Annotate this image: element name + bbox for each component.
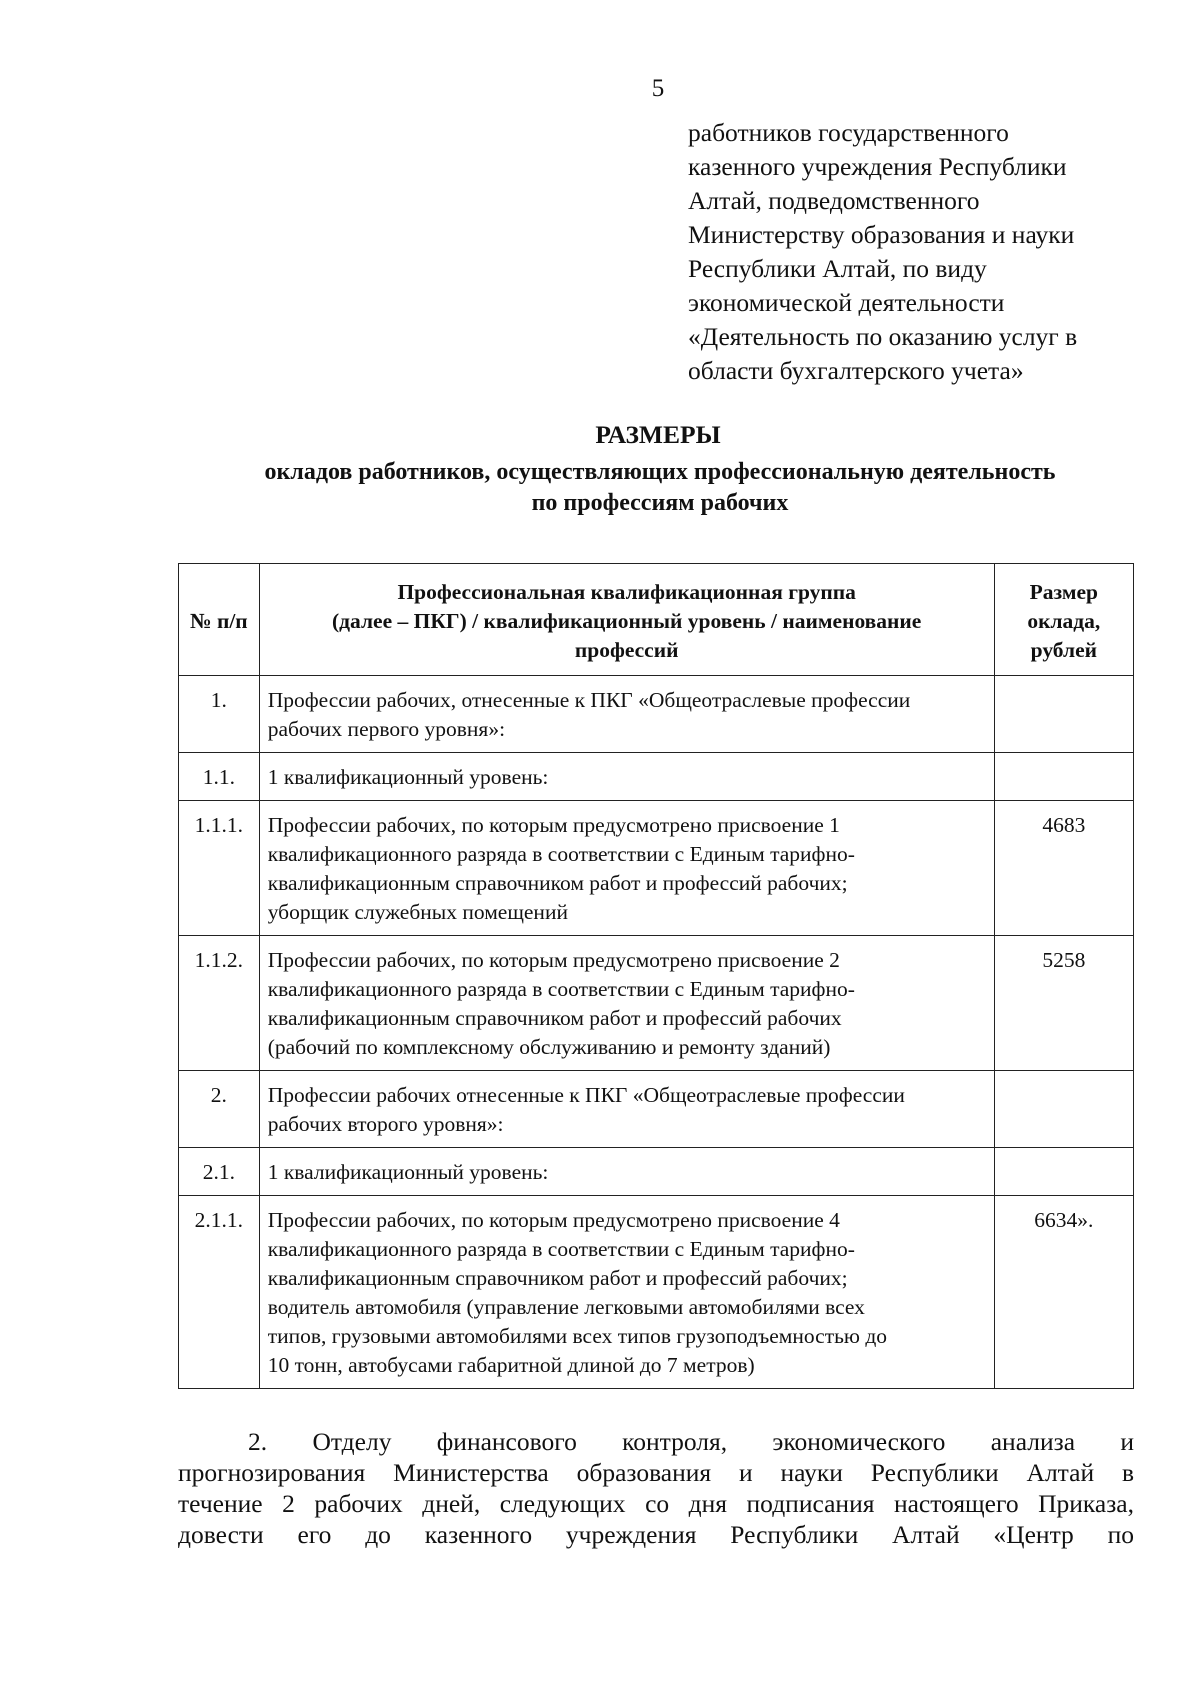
addressee-line: «Деятельность по оказанию услуг в: [688, 322, 1078, 351]
row-num: 2.: [179, 1071, 260, 1148]
table-row: [179, 1148, 1134, 1196]
row-name: 1 квалификационный уровень:: [259, 753, 994, 801]
paragraph-line: течение 2 рабочих дней, следующих со дня подписания настоящего Приказа,: [178, 1489, 1134, 1518]
row-name: Профессии рабочих отнесенные к ПКГ «Общеотраслевые профессии рабочих второго уровня»:: [259, 1071, 994, 1148]
table-row: [179, 801, 1134, 936]
table-row: [179, 676, 1134, 753]
document-title: РАЗМЕРЫ: [595, 420, 721, 449]
addressee-line: области бухгалтерского учета»: [688, 356, 1024, 385]
addressee-block: [688, 116, 1158, 388]
row-name: 1 квалификационный уровень:: [259, 1148, 994, 1196]
row-value: 4683: [994, 801, 1133, 936]
table-row: [179, 753, 1134, 801]
addressee-line: работников государственного: [688, 118, 1009, 147]
document-subtitle: [180, 457, 1140, 519]
body-paragraph: [178, 1426, 1134, 1550]
subtitle-line: окладов работников, осуществляющих профессиональную деятельность: [264, 459, 1056, 485]
table-row: [179, 1071, 1134, 1148]
table-row: [179, 1196, 1134, 1389]
table-header-row: [179, 564, 1134, 676]
row-value: [994, 753, 1133, 801]
row-name: Профессии рабочих, отнесенные к ПКГ «Общеотраслевые профессии рабочих первого уровня»:: [259, 676, 994, 753]
row-value: 6634».: [994, 1196, 1133, 1389]
row-name: Профессии рабочих, по которым предусмотрено присвоение 4 квалификационного разряда в соответствии с Единым тарифно- квалификационным справочником работ и профессий рабочих; водитель автомобиля (управление легковыми автомобилями всех типов, грузовыми автомобилями всех типов грузоподъемностью до 10 тонн, автобусами габаритной длиной до 7 метров): [259, 1196, 994, 1389]
page-number: 5: [651, 75, 665, 102]
row-value: [994, 1148, 1133, 1196]
addressee-line: Республики Алтай, по виду: [688, 254, 987, 283]
row-name: Профессии рабочих, по которым предусмотрено присвоение 1 квалификационного разряда в соответствии с Единым тарифно- квалификационным справочником работ и профессий рабочих; уборщик служебных помещений: [259, 801, 994, 936]
header-num: № п/п: [179, 564, 260, 676]
addressee-line: экономической деятельности: [688, 288, 1005, 317]
header-name: Профессиональная квалификационная группа (далее – ПКГ) / квалификационный уровень / наименование профессий: [259, 564, 994, 676]
addressee-line: Министерству образования и науки: [688, 220, 1075, 249]
table-row: [179, 936, 1134, 1071]
addressee-line: Алтай, подведомственного: [688, 186, 980, 215]
salary-table: [178, 563, 1134, 1389]
header-value: Размер оклада, рублей: [994, 564, 1133, 676]
row-value: [994, 676, 1133, 753]
subtitle-line: по профессиям рабочих: [531, 490, 789, 516]
row-value: 5258: [994, 936, 1133, 1071]
paragraph-line: довести его до казенного учреждения Республики Алтай «Центр по: [178, 1520, 1134, 1549]
addressee-line: казенного учреждения Республики: [688, 152, 1067, 181]
paragraph-line: 2. Отделу финансового контроля, экономического анализа и: [248, 1427, 1134, 1456]
row-num: 1.1.2.: [179, 936, 260, 1071]
row-name: Профессии рабочих, по которым предусмотрено присвоение 2 квалификационного разряда в соответствии с Единым тарифно- квалификационным справочником работ и профессий рабочих (рабочий по комплексному обслуживанию и ремонту зданий): [259, 936, 994, 1071]
paragraph-line: прогнозирования Министерства образования и науки Республики Алтай в: [178, 1458, 1134, 1487]
row-num: 2.1.1.: [179, 1196, 260, 1389]
row-num: 2.1.: [179, 1148, 260, 1196]
row-num: 1.: [179, 676, 260, 753]
row-value: [994, 1071, 1133, 1148]
row-num: 1.1.1.: [179, 801, 260, 936]
row-num: 1.1.: [179, 753, 260, 801]
